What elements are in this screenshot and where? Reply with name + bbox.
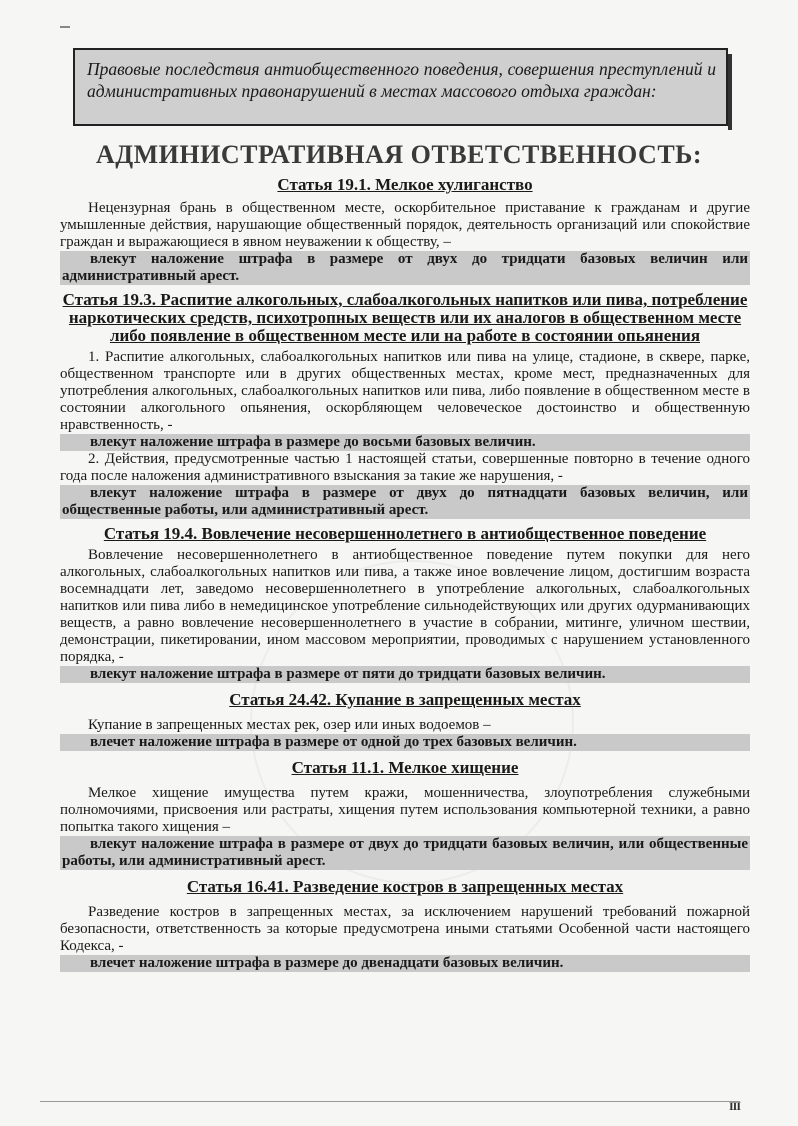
- article-title: Статья 24.42. Купание в запрещенных местах: [229, 690, 581, 709]
- article-penalty: влекут наложение штрафа в размере от двух до тридцати базовых величин или административный арест.: [62, 251, 748, 284]
- article-title: Статья 19.1. Мелкое хулиганство: [277, 175, 533, 194]
- scan-mark: [60, 26, 70, 28]
- article-text: Мелкое хищение имущества путем кражи, мошенничества, злоупотребления служебными полномочиями, присвоения или растраты, хищения путем использования компьютерной техники, а равно попытка такого хищения –: [60, 785, 750, 835]
- article-penalty: влекут наложение штрафа в размере от пяти до тридцати базовых величин.: [60, 666, 750, 683]
- article-penalty: влечет наложение штрафа в размере до двенадцати базовых величин.: [60, 955, 750, 972]
- article-text: 1. Распитие алкогольных, слабоалкогольных напитков или пива на улице, стадионе, в сквере, парке, общественном транспорте или в других общественных местах, кроме мест, предназначенных для употребления алкогольных, слабоалкогольных напитков или пива, либо появление в общественном месте в состоянии алкогольного опьянения, оскорбляющем человеческое достоинство и общественную нравственность, -: [60, 349, 750, 433]
- article-penalty: влекут наложение штрафа в размере от двух до тридцати базовых величин, или общественные работы, или административный арест.: [62, 836, 748, 869]
- article-penalty: влекут наложение штрафа в размере от двух до пятнадцати базовых величин, или общественные работы, или административный арест.: [62, 485, 748, 518]
- article-title: Статья 11.1. Мелкое хищение: [291, 758, 519, 777]
- main-title: АДМИНИСТРАТИВНАЯ ОТВЕТСТВЕННОСТЬ:: [95, 140, 703, 169]
- box-shadow: [728, 54, 732, 130]
- intro-box: [73, 48, 728, 126]
- article-title: Статья 19.3. Распитие алкогольных, слабоалкогольных напитков или пива, потребление наркотических средств, психотропных веществ или их аналогов в общественном месте либо появление в общественном месте или на работе в состоянии опьянения: [62, 290, 748, 345]
- intro-text: Правовые последствия антиобщественного поведения, совершения преступлений и административных правонарушений в местах массового отдыха граждан:: [87, 59, 716, 101]
- article-text: Разведение костров в запрещенных местах, за исключением нарушений требований пожарной безопасности, ответственность за которые предусмотрена иными статьями Особенной части настоящего Кодекса, -: [60, 904, 750, 954]
- article-text: Вовлечение несовершеннолетнего в антиобщественное поведение путем покупки для него алкогольных, слабоалкогольных напитков или пива, а также иное вовлечение лицом, достигшим возраста восемнадцати лет, заведомо несовершеннолетнего в употребление алкогольных, слабоалкогольных напитков или пива либо в немедицинское употребление сильнодействующих или других одурманивающих веществ, а равно вовлечение несовершеннолетнего в участие в собрании, митинге, уличном шествии, демонстрации, пикетировании, ином массовом мероприятии, проводимых с нарушением установленного порядка, -: [60, 547, 750, 665]
- page-mark: III: [729, 1099, 741, 1113]
- articles-list: [60, 176, 750, 972]
- bottom-rule: [40, 1101, 740, 1102]
- article-title: Статья 16.41. Разведение костров в запрещенных местах: [186, 877, 624, 896]
- article-text: 2. Действия, предусмотренные частью 1 настоящей статьи, совершенные повторно в течение одного года после наложения административного взыскания за такие же нарушения, -: [60, 451, 750, 484]
- article-penalty: влекут наложение штрафа в размере до восьми базовых величин.: [60, 434, 750, 451]
- article-text: Купание в запрещенных местах рек, озер или иных водоемов –: [88, 717, 491, 733]
- article-penalty: влечет наложение штрафа в размере от одной до трех базовых величин.: [60, 734, 750, 751]
- article-title: Статья 19.4. Вовлечение несовершеннолетнего в антиобщественное поведение: [103, 524, 707, 543]
- article-text: Нецензурная брань в общественном месте, оскорбительное приставание к гражданам и другие умышленные действия, нарушающие общественный порядок, деятельность организаций или спокойствие граждан и выражающиеся в явном неуважении к обществу, –: [60, 200, 750, 250]
